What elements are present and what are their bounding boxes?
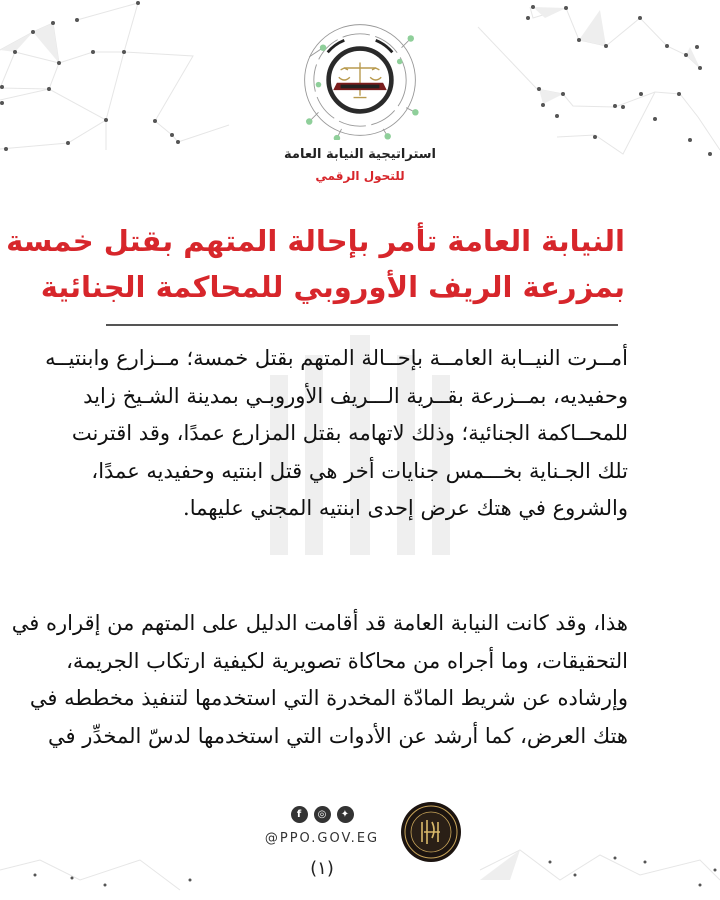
paragraph-line: وحفيديه، بمــزرعة بقــرية الـــريف الأوروبـي بمدينة الشـيخ زايد [83,383,628,408]
facebook-icon[interactable]: f [291,806,308,823]
media-office-seal [400,800,462,864]
social-links [287,806,357,826]
headline-line-2: بمزرعة الريف الأوروبي للمحاكمة الجنائية [40,270,625,304]
logo-title: استراتيجية النيابة العامة [284,147,436,162]
headline-line-1: النيابة العامة تأمر بإحالة المتهم بقتل خمسة [6,224,625,258]
paragraph-line: التحقيقات، وما أجراه من محاكاة تصويرية لكيفية ارتكاب الجريمة، [66,648,628,673]
page-number: (١) [310,858,334,879]
paragraph-line: وإرشاده عن شريط المادّة المخدرة التي استخدمها لتنفيذ مخططه في [29,686,628,710]
headline-underline [106,324,618,326]
paragraph-1 [45,340,628,528]
paragraph-line: هتك العرض، كما أرشد عن الأدوات التي استخدمها لدسّ المخدِّر في [48,723,628,748]
paragraph-line: والشروع في هتك عرض إحدى ابنتيه المجني عليهما. [183,496,628,520]
headline [6,218,625,310]
instagram-icon[interactable]: ◎ [314,806,331,823]
logo-text-block [220,146,500,185]
logo-subtitle: للتحول الرقمي [315,169,405,183]
social-handle[interactable]: @PPO.GOV.EG [264,831,380,846]
digital-strategy-logo [300,20,420,140]
paragraph-line: تلك الجـناية بخـــمس جنايات أخر هي قتل ابنتيه وحفيديه عمدًا، [91,458,628,483]
twitter-icon[interactable]: ✦ [337,806,354,823]
paragraph-line: هذا، وقد كانت النيابة العامة قد أقامت الدليل على المتهم من إقراره في [11,611,628,635]
paragraph-line: أمــرت النيــابة العامــة بإحــالة المتهم بقتل خمسة؛ مــزارع وابنتيــه [45,346,628,370]
paragraph-2 [11,605,628,755]
paragraph-line: للمحــاكمة الجنائية؛ وذلك لاتهامه بقتل المزارع عمدًا، وقد اقترنت [71,421,628,445]
